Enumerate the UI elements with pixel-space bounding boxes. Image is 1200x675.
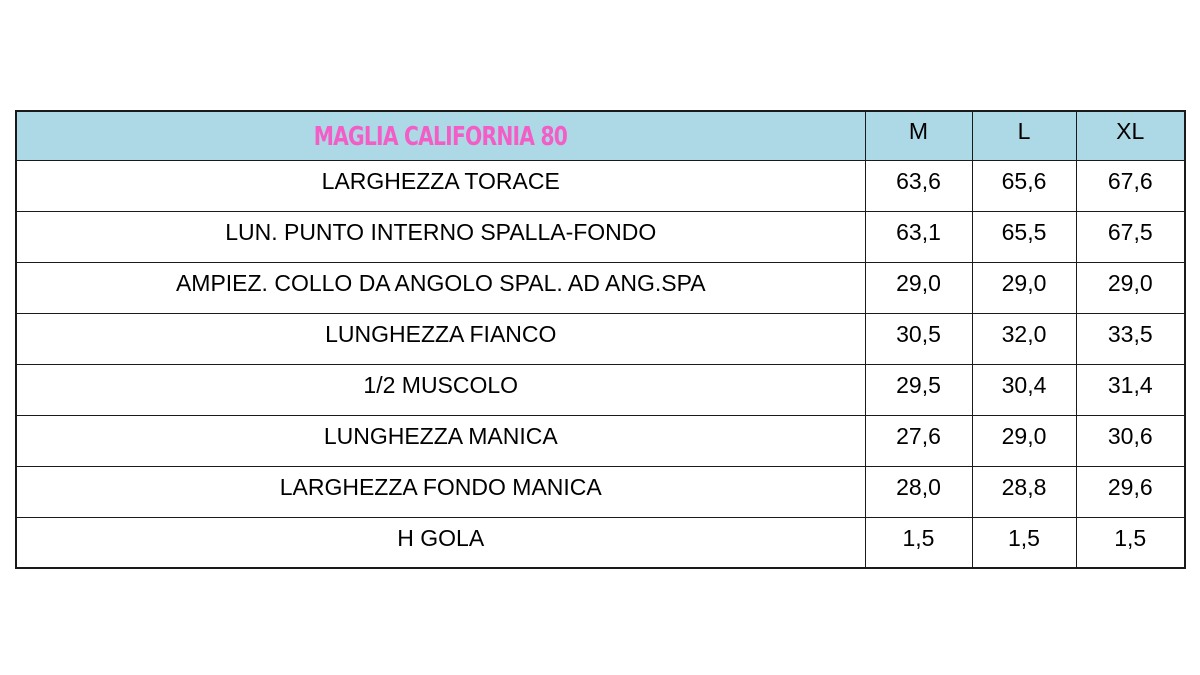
value-m: 27,6	[865, 415, 972, 466]
value-xl: 67,6	[1076, 160, 1185, 211]
value-l: 32,0	[972, 313, 1076, 364]
value-m: 30,5	[865, 313, 972, 364]
value-m: 63,6	[865, 160, 972, 211]
size-table-header	[16, 111, 1185, 160]
measurement-label: LUN. PUNTO INTERNO SPALLA-FONDO	[16, 211, 865, 262]
table-row	[16, 313, 1185, 364]
value-l: 65,6	[972, 160, 1076, 211]
value-l: 28,8	[972, 466, 1076, 517]
table-row	[16, 466, 1185, 517]
product-title: MAGLIA CALIFORNIA 80	[314, 122, 568, 152]
value-m: 63,1	[865, 211, 972, 262]
value-l: 1,5	[972, 517, 1076, 568]
value-l: 65,5	[972, 211, 1076, 262]
size-header-m: M	[865, 111, 972, 160]
value-l: 30,4	[972, 364, 1076, 415]
table-row	[16, 415, 1185, 466]
header-row	[16, 111, 1185, 160]
title-header-cell	[16, 111, 865, 160]
value-xl: 30,6	[1076, 415, 1185, 466]
value-m: 29,0	[865, 262, 972, 313]
size-table	[15, 110, 1186, 569]
size-header-xl: XL	[1076, 111, 1185, 160]
size-table-body	[16, 160, 1185, 568]
measurement-label: LARGHEZZA FONDO MANICA	[16, 466, 865, 517]
table-row	[16, 262, 1185, 313]
measurement-label: AMPIEZ. COLLO DA ANGOLO SPAL. AD ANG.SPA	[16, 262, 865, 313]
measurement-label: 1/2 MUSCOLO	[16, 364, 865, 415]
value-xl: 1,5	[1076, 517, 1185, 568]
value-xl: 33,5	[1076, 313, 1185, 364]
measurement-label: LUNGHEZZA MANICA	[16, 415, 865, 466]
value-m: 28,0	[865, 466, 972, 517]
size-header-l: L	[972, 111, 1076, 160]
measurement-label: H GOLA	[16, 517, 865, 568]
value-m: 1,5	[865, 517, 972, 568]
measurement-label: LUNGHEZZA FIANCO	[16, 313, 865, 364]
value-m: 29,5	[865, 364, 972, 415]
value-l: 29,0	[972, 415, 1076, 466]
table-row	[16, 517, 1185, 568]
value-xl: 31,4	[1076, 364, 1185, 415]
table-row	[16, 211, 1185, 262]
measurement-label: LARGHEZZA TORACE	[16, 160, 865, 211]
table-row	[16, 364, 1185, 415]
value-xl: 67,5	[1076, 211, 1185, 262]
value-xl: 29,6	[1076, 466, 1185, 517]
table-row	[16, 160, 1185, 211]
value-l: 29,0	[972, 262, 1076, 313]
value-xl: 29,0	[1076, 262, 1185, 313]
